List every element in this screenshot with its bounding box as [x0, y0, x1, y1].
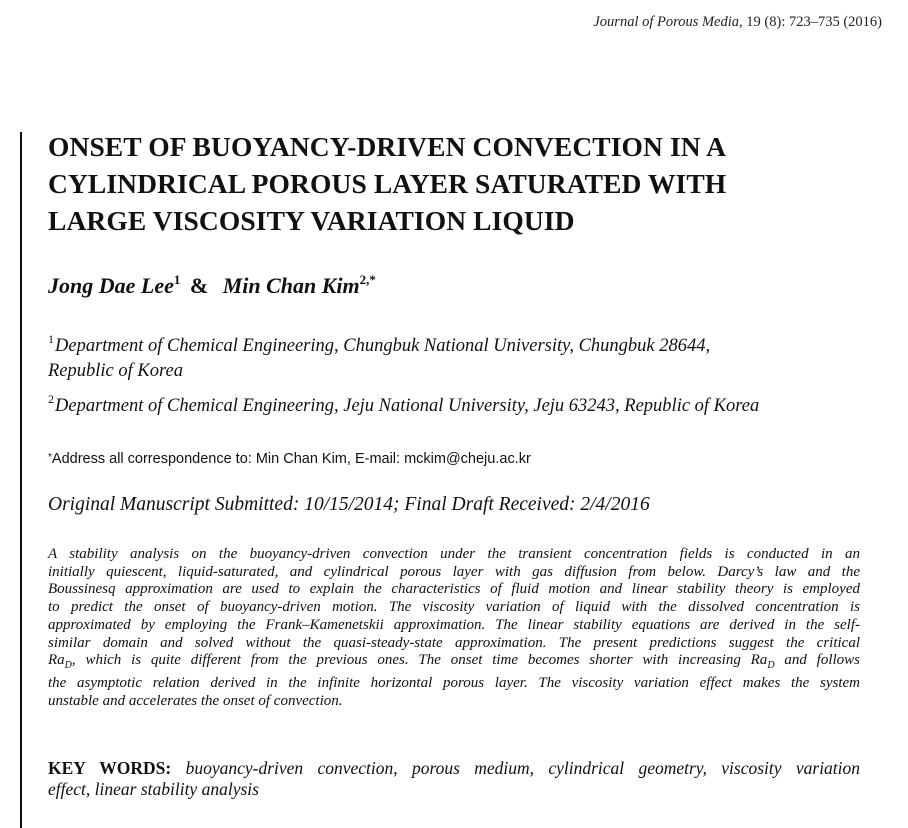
volume-pages: , 19 (8): 723–735 (2016)	[739, 14, 882, 30]
abstract-line: similar domain and solved without the quasi-steady-state approximation. The present predictions suggest the critical	[48, 634, 860, 651]
title-line: LARGE VISCOSITY VARIATION LIQUID	[48, 205, 575, 236]
abstract-line: Boussinesq approximation are used to explain the characteristics of fluid motion and linear stability theory is employed	[48, 581, 860, 598]
abstract-line: $Ra_D$, which is quite different from the previous ones. The onset time becomes shorter with increasing $Ra_D$ and follows	[48, 652, 860, 672]
abstract-line: approximated by employing the Frank–Kamenetskii approximation. The linear stability equations are derived in the self-	[48, 616, 860, 633]
abstract-line: unstable and accelerates the onset of convection.	[48, 692, 343, 709]
affiliation-mark: 1	[48, 332, 54, 346]
abstract-line: A stability analysis on the buoyancy-driven convection under the transient concentration fields is conducted in an	[48, 546, 860, 562]
author-affiliation-mark: 1	[173, 272, 181, 287]
abstract	[48, 546, 860, 710]
journal-name: Journal of Porous Media	[593, 14, 740, 30]
affiliation-text: Department of Chemical Engineering, Chungbuk National University, Chungbuk 28644,	[55, 336, 711, 356]
affiliation-text: Republic of Korea	[48, 361, 183, 381]
keywords-text: effect, linear stability analysis	[48, 779, 259, 799]
keywords-text: buoyancy-driven convection, porous medium, cylindrical geometry, viscosity variation	[185, 758, 861, 778]
author-list	[48, 273, 376, 299]
submission-dates: Original Manuscript Submitted: 10/15/2014; Final Draft Received: 2/4/2016	[48, 494, 650, 515]
keywords-line	[48, 758, 860, 779]
affiliation-mark: 2	[48, 392, 54, 406]
author-affiliation-mark: 2,*	[359, 272, 376, 287]
affiliation-text: Department of Chemical Engineering, Jeju National University, Jeju 63243, Republic of Korea	[55, 396, 760, 416]
affiliation-2	[48, 394, 759, 419]
abstract-line: the asymptotic relation derived in the infinite horizontal porous layer. The viscosity variation effect makes the system	[48, 674, 860, 691]
author-separator: &	[189, 273, 209, 298]
correspondence-mark: *	[48, 452, 52, 463]
abstract-line: to predict the onset of buoyancy-driven motion. The viscosity variation of liquid with the dissolved concentration is	[48, 599, 860, 616]
correspondence-note	[48, 451, 531, 467]
affiliation-1	[48, 334, 710, 384]
title-line: ONSET OF BUOYANCY-DRIVEN CONVECTION IN A	[48, 131, 727, 162]
correspondence-text: Address all correspondence to: Min Chan Kim, E-mail: mckim@cheju.ac.kr	[51, 451, 531, 467]
keywords-label: KEY WORDS:	[48, 758, 172, 778]
keywords	[48, 758, 860, 800]
margin-rule	[20, 132, 22, 828]
author-name: Min Chan Kim	[222, 273, 360, 298]
journal-citation	[593, 14, 882, 31]
title-line: CYLINDRICAL POROUS LAYER SATURATED WITH	[48, 168, 727, 199]
author-name: Jong Dae Lee	[48, 273, 174, 298]
paper-title	[48, 128, 868, 239]
abstract-line: initially quiescent, liquid-saturated, and cylindrical porous layer with gas diffusion from below. Darcy’s law and the	[48, 563, 860, 580]
